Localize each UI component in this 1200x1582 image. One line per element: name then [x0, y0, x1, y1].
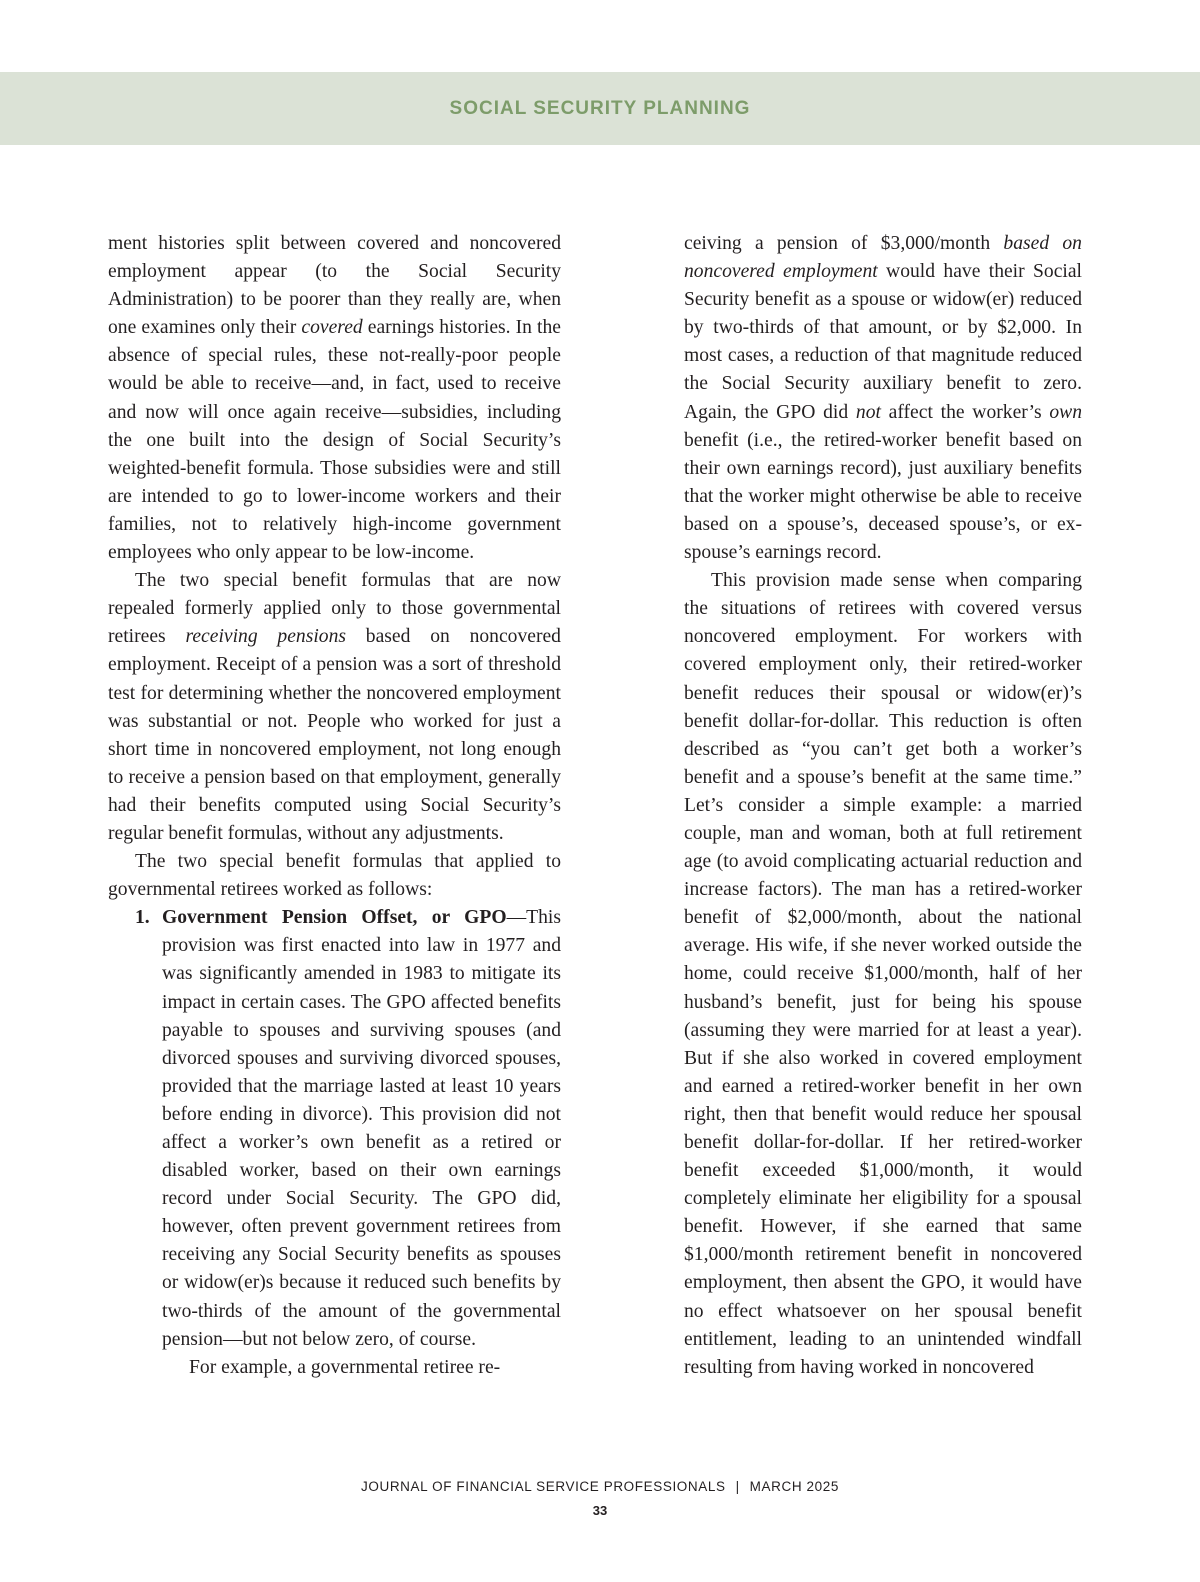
text-run: based on noncovered employment. Receipt of a pension was a sort of threshold test for determining whether the noncovered employment was substantial or not. People who worked for just a short time in noncovered employment, not long enough to receive a pension based on that employment, generally had their benefits computed using Social Security’s regular benefit formulas, without any adjustments. — [108, 626, 561, 844]
left-column — [108, 230, 561, 1382]
right-column — [684, 230, 1082, 1382]
paragraph — [108, 567, 561, 848]
paragraph — [684, 230, 1082, 567]
issue-date: MARCH 2025 — [749, 1479, 839, 1494]
paragraph: This provision made sense when comparing the situations of retirees with covered versus noncovered employment. For workers with covered employment only, their retired-worker benefit reduces their spousal or widow(er)’s benefit dollar-for-dollar. This reduction is often described as “you can’t get both a worker’s benefit and a spouse’s benefit at the same time.” Let’s consider a simple example: a married couple, man and woman, both at full retirement age (to avoid complicating actuarial reduction and increase factors). The man has a retired-worker benefit of $2,000/month, about the national average. His wife, if she never worked outside the home, could receive $1,000/month, half of her husband’s benefit, just for being his spouse (assuming they were married for at least a year). But if she also worked in covered employment and earned a retired-worker benefit in her own right, then that benefit would reduce her spousal benefit dollar-for-dollar. If her retired-worker benefit exceeded $1,000/month, it would completely eliminate her eligibility for a spousal benefit. However, if she earned that same $1,000/month retirement benefit in noncovered employment, then absent the GPO, it would have no effect whatsoever on her spousal benefit entitlement, leading to an unintended windfall resulting from having worked in noncovered — [684, 570, 1082, 1378]
text-run: —This provision was first enacted into law in 1977 and was significantly amended in 1983 to mitigate its impact in certain cases. The GPO affected benefits payable to spouses and surviving spouses (and divorced spouses and surviving divorced spouses, provided that the marriage lasted at least 10 years before ending in divorce). This provision did not affect a worker’s own benefit as a retired or disabled worker, based on their own earnings record under Social Security. The GPO did, however, often prevent government retirees from receiving any Social Security benefits as spouses or widow(er)s because it reduced such benefits by two-thirds of the amount of the governmental pension—but not below zero, of course. — [162, 907, 561, 1350]
section-header-banner — [0, 72, 1200, 145]
text-run: ment histories split between covered and noncovered employment appear (to the Social Security Administration) to be poorer than they really are, when one examines only their — [108, 233, 561, 339]
text-run: ceiving a pension of $3,000/month — [684, 233, 1004, 254]
paragraph — [108, 230, 561, 567]
journal-name: JOURNAL OF FINANCIAL SERVICE PROFESSIONALS — [361, 1479, 726, 1494]
text-run: benefit (i.e., the retired-worker benefit based on their own earnings record), just auxiliary benefits that the worker might otherwise be able to receive based on a spouse’s, deceased spouse’s, or ex-spouse’s earnings record. — [684, 429, 1082, 564]
section-title: SOCIAL SECURITY PLANNING — [449, 97, 751, 119]
text-run: would have their Social Security benefit as a spouse or widow(er) reduced by two-thirds of that amount, or by $2,000. In most cases, a reduction of that magnitude reduced the Social Security auxiliary benefit to zero. Again, the GPO did — [684, 261, 1082, 423]
emphasis: covered — [301, 317, 363, 339]
emphasis: based on noncovered employment — [684, 233, 1082, 283]
emphasis: own — [1049, 401, 1082, 423]
text-run: affect the worker’s — [880, 401, 1050, 423]
text-run: earnings histories. In the absence of special rules, these not-really-poor people would be able to receive—and, in fact, used to receive and now will once again receive—subsidies, including the one built into the design of Social Security’s weighted-benefit formula. Those subsidies were and still are intended to go to lower-income workers and their families, not to relatively high-income government employees who only appear to be low-income. — [108, 317, 561, 564]
footer-journal-line — [0, 1479, 1200, 1494]
list-item-heading: Government Pension Offset, or GPO — [162, 907, 507, 929]
emphasis: receiving pensions — [185, 626, 346, 648]
list-item-continuation: For example, a governmental retiree re- — [189, 1356, 501, 1378]
page-number: 33 — [592, 1503, 608, 1518]
list-item — [108, 904, 561, 1382]
list-number: 1. — [135, 907, 150, 929]
footer-separator: | — [735, 1479, 740, 1494]
paragraph: The two special benefit formulas that applied to governmental retirees worked as follows: — [108, 851, 561, 901]
list-item-text — [162, 904, 561, 1354]
emphasis: not — [855, 401, 881, 423]
text-run: The two special benefit formulas that are now repealed formerly applied only to those governmental retirees — [108, 570, 561, 648]
